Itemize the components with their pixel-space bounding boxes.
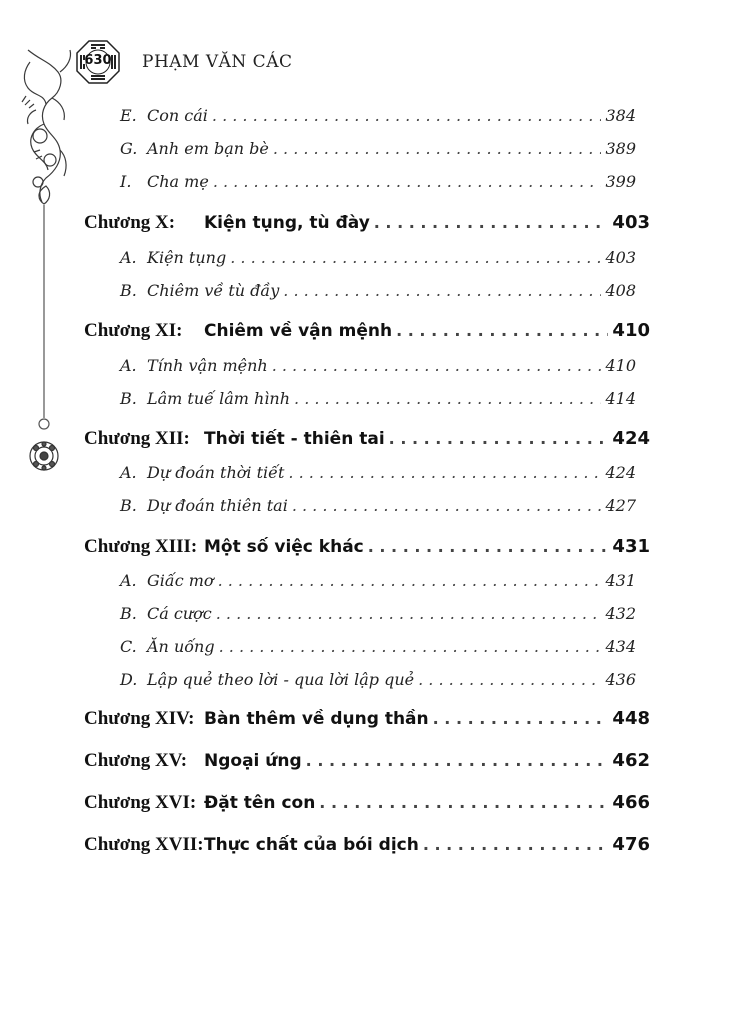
chapter-title: Kiện tụng, tù đày <box>204 213 370 233</box>
section-letter: A. <box>120 463 137 482</box>
chapter-number: Chương XIV: <box>84 708 195 729</box>
dot-leader <box>230 248 601 267</box>
toc-section-entry <box>120 496 636 515</box>
chapter-number: Chương XVII: <box>84 834 204 855</box>
section-title: Chiêm về tù đầy <box>147 281 280 300</box>
toc-section-entry <box>120 139 636 158</box>
chapter-title: Đặt tên con <box>204 793 316 813</box>
section-letter: I. <box>120 172 132 191</box>
page-reference: 432 <box>605 604 636 623</box>
toc-section-entry <box>120 356 636 375</box>
page-reference: 462 <box>612 750 650 771</box>
flower-icon <box>30 442 58 470</box>
chapter-number: Chương XI: <box>84 320 183 341</box>
page-reference: 414 <box>605 389 636 408</box>
page-reference: 403 <box>612 212 650 233</box>
page-reference: 410 <box>612 320 650 341</box>
toc-section-entry <box>120 389 636 408</box>
dot-leader <box>292 496 602 515</box>
section-title: Giấc mơ <box>147 571 214 590</box>
page-reference: 408 <box>605 281 636 300</box>
section-title: Cá cược <box>147 604 212 623</box>
toc-chapter-entry <box>84 320 650 342</box>
page-reference: 403 <box>605 248 636 267</box>
phoenix-icon <box>22 50 71 204</box>
section-letter: A. <box>120 248 137 267</box>
chapter-title: Bàn thêm về dụng thần <box>204 709 429 729</box>
section-title: Lâm tuế lâm hình <box>147 389 291 408</box>
page-reference: 399 <box>605 172 636 191</box>
page-reference: 476 <box>612 834 650 855</box>
toc-chapter-entry <box>84 792 650 814</box>
section-title: Cha mẹ <box>147 172 209 191</box>
dot-leader <box>368 537 609 556</box>
chapter-number: Chương XVI: <box>84 792 197 813</box>
dot-leader <box>396 321 608 340</box>
section-title: Kiện tụng <box>147 248 227 267</box>
dot-leader <box>272 356 602 375</box>
section-title: Dự đoán thời tiết <box>147 463 285 482</box>
chapter-title: Thời tiết - thiên tai <box>204 429 385 449</box>
section-title: Lập quẻ theo lời - qua lời lập quẻ <box>147 670 415 689</box>
dot-leader <box>283 281 601 300</box>
chapter-number: Chương X: <box>84 212 176 233</box>
section-title: Tính vận mệnh <box>147 356 268 375</box>
toc-section-entry <box>120 248 636 267</box>
dot-leader <box>216 604 602 623</box>
page-reference: 384 <box>605 106 636 125</box>
page-reference: 436 <box>605 670 636 689</box>
toc-chapter-entry <box>84 834 650 856</box>
section-letter: G. <box>120 139 138 158</box>
dot-leader <box>213 172 602 191</box>
toc-chapter-entry <box>84 428 650 450</box>
page-number: 630 <box>84 53 112 68</box>
chapter-title: Ngoại ứng <box>204 751 302 771</box>
page-reference: 431 <box>612 536 650 557</box>
dot-leader <box>433 709 609 728</box>
section-title: Con cái <box>147 106 208 125</box>
dot-leader <box>212 106 602 125</box>
section-letter: B. <box>120 281 137 300</box>
dot-leader <box>218 571 602 590</box>
dot-leader <box>374 213 609 232</box>
toc-chapter-entry <box>84 212 650 234</box>
dot-leader <box>273 139 602 158</box>
chapter-title: Một số việc khác <box>204 537 364 557</box>
toc-section-entry <box>120 637 636 656</box>
section-letter: B. <box>120 389 137 408</box>
chapter-number: Chương XV: <box>84 750 188 771</box>
page-reference: 424 <box>605 463 636 482</box>
dot-leader <box>288 463 601 482</box>
section-letter: A. <box>120 571 137 590</box>
page-reference: 410 <box>605 356 636 375</box>
section-letter: E. <box>120 106 137 125</box>
page-reference: 431 <box>605 571 636 590</box>
page-reference: 427 <box>605 496 636 515</box>
dot-leader <box>418 670 601 689</box>
chapter-number: Chương XIII: <box>84 536 198 557</box>
section-letter: A. <box>120 356 137 375</box>
section-title: Anh em bạn bè <box>147 139 269 158</box>
page-reference: 448 <box>612 708 650 729</box>
page-reference: 434 <box>605 637 636 656</box>
page-reference: 466 <box>612 792 650 813</box>
section-title: Ăn uống <box>147 637 215 656</box>
page-reference: 424 <box>612 428 650 449</box>
section-title: Dự đoán thiên tai <box>147 496 288 515</box>
section-letter: D. <box>120 670 138 689</box>
section-letter: B. <box>120 496 137 515</box>
toc-chapter-entry <box>84 536 650 558</box>
toc-section-entry <box>120 172 636 191</box>
section-letter: C. <box>120 637 137 656</box>
dot-leader <box>319 793 608 812</box>
toc-chapter-entry <box>84 750 650 772</box>
section-letter: B. <box>120 604 137 623</box>
toc-section-entry <box>120 281 636 300</box>
chapter-title: Chiêm về vận mệnh <box>204 321 393 341</box>
dot-leader <box>389 429 609 448</box>
toc-section-entry <box>120 670 636 689</box>
running-header-author: PHẠM VĂN CÁC <box>142 52 293 72</box>
dot-leader <box>219 637 602 656</box>
chapter-title: Thực chất của bói dịch <box>204 835 419 855</box>
toc-section-entry <box>120 106 636 125</box>
dot-leader <box>423 835 609 854</box>
toc-section-entry <box>120 463 636 482</box>
dot-leader <box>294 389 601 408</box>
page-reference: 389 <box>605 139 636 158</box>
toc-chapter-entry <box>84 708 650 730</box>
toc-section-entry <box>120 604 636 623</box>
chapter-number: Chương XII: <box>84 428 190 449</box>
toc-section-entry <box>120 571 636 590</box>
dot-leader <box>306 751 609 770</box>
